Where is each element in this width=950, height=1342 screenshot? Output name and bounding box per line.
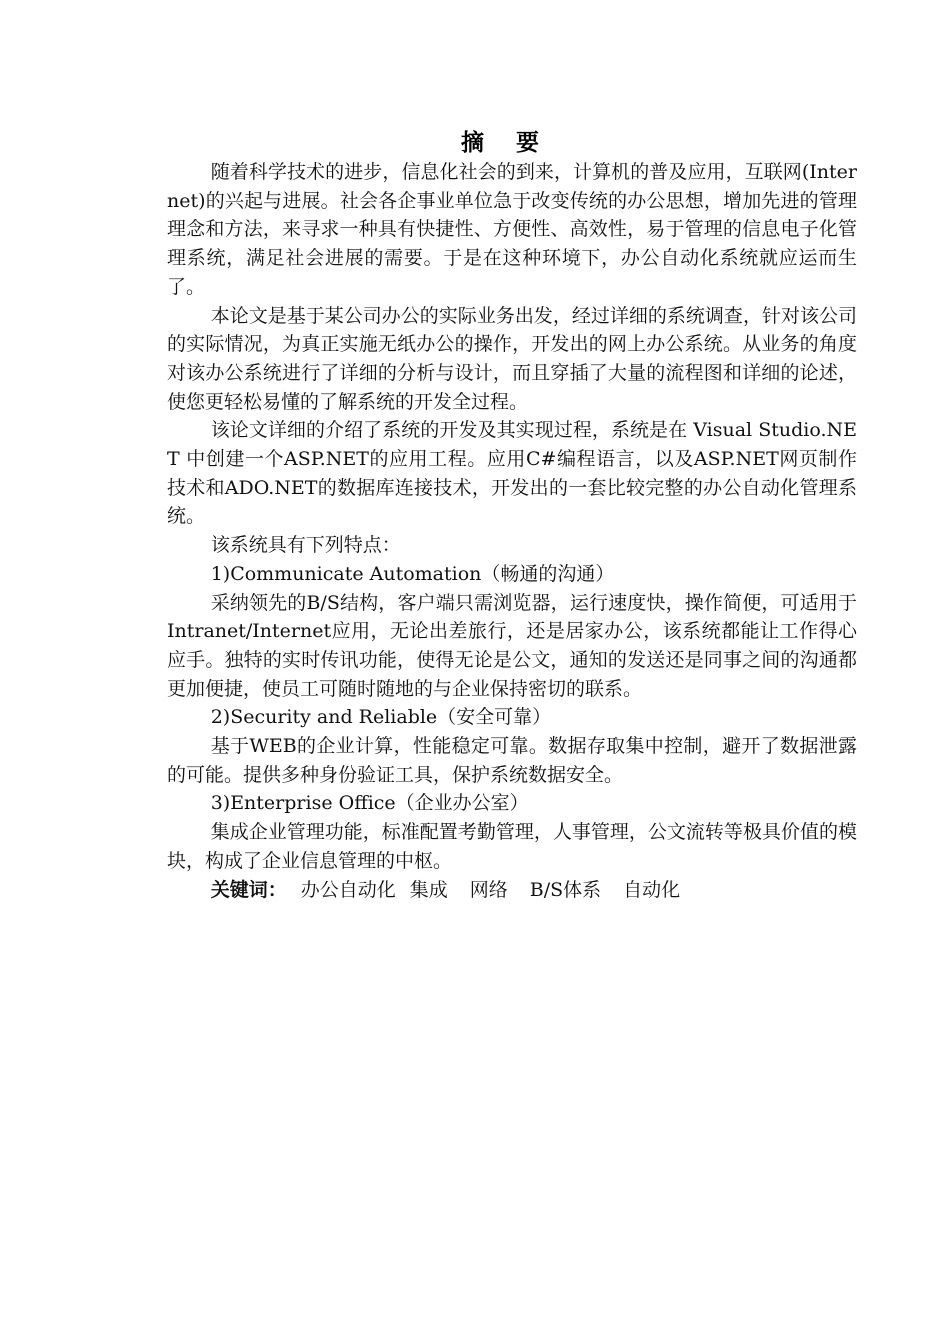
- keywords-label: 关键词：: [210, 878, 287, 901]
- keywords-line: [167, 876, 857, 905]
- abstract-body: [167, 158, 857, 904]
- page-title: 摘 要: [460, 130, 551, 156]
- keyword-item: 集成: [409, 878, 448, 901]
- feature-1-body: 采纳领先的B/S结构，客户端只需浏览器，运行速度快，操作简便，可适用于Intranet/Internet应用，无论出差旅行，还是居家办公，该系统都能让工作得心应手。独特的实时传讯功能，使得无论是公文，通知的发送还是同事之间的沟通都更加便捷，使员工可随时随地的与企业保持密切的联系。: [167, 591, 857, 700]
- features-intro: 该系统具有下列特点：: [210, 534, 401, 557]
- feature-3-body: 集成企业管理功能，标准配置考勤管理，人事管理，公文流转等极具价值的模块，构成了企业信息管理的中枢。: [167, 821, 857, 872]
- keyword-item: 网络: [469, 878, 508, 901]
- feature-2-title: 2)Security and Reliable（安全可靠）: [210, 706, 552, 729]
- feature-1-title: 1)Communicate Automation（畅通的沟通）: [210, 562, 615, 585]
- paragraph-implementation: 该论文详细的介绍了系统的开发及其实现过程，系统是在 Visual Studio.NET 中创建一个ASP.NET的应用工程。应用C#编程语言，以及ASP.NET网页制作技术和ADO.NET的数据库连接技术，开发出的一套比较完整的办公自动化管理系统。: [167, 419, 857, 528]
- paragraph-thesis: 本论文是基于某公司办公的实际业务出发，经过详细的系统调查，针对该公司的实际情况，为真正实施无纸办公的操作，开发出的网上办公系统。从业务的角度对该办公系统进行了详细的分析与设计，而且穿插了大量的流程图和详细的论述，使您更轻松易懂的了解系统的开发全过程。: [167, 304, 857, 413]
- keyword-item: B/S体系: [529, 878, 602, 901]
- keyword-item: 办公自动化: [300, 878, 396, 901]
- feature-2-body: 基于WEB的企业计算，性能稳定可靠。数据存取集中控制，避开了数据泄露的可能。提供多种身份验证工具，保护系统数据安全。: [167, 735, 857, 786]
- paragraph-intro: 随着科学技术的进步，信息化社会的到来，计算机的普及应用，互联网(Internet)的兴起与进展。社会各企事业单位急于改变传统的办公思想，增加先进的管理理念和方法，来寻求一种具有快捷性、方便性、高效性，易于管理的信息电子化管理系统，满足社会进展的需要。于是在这种环境下，办公自动化系统就应运而生了。: [167, 161, 857, 298]
- keyword-item: 自动化: [623, 878, 681, 901]
- feature-3-title: 3)Enterprise Office（企业办公室）: [210, 792, 529, 815]
